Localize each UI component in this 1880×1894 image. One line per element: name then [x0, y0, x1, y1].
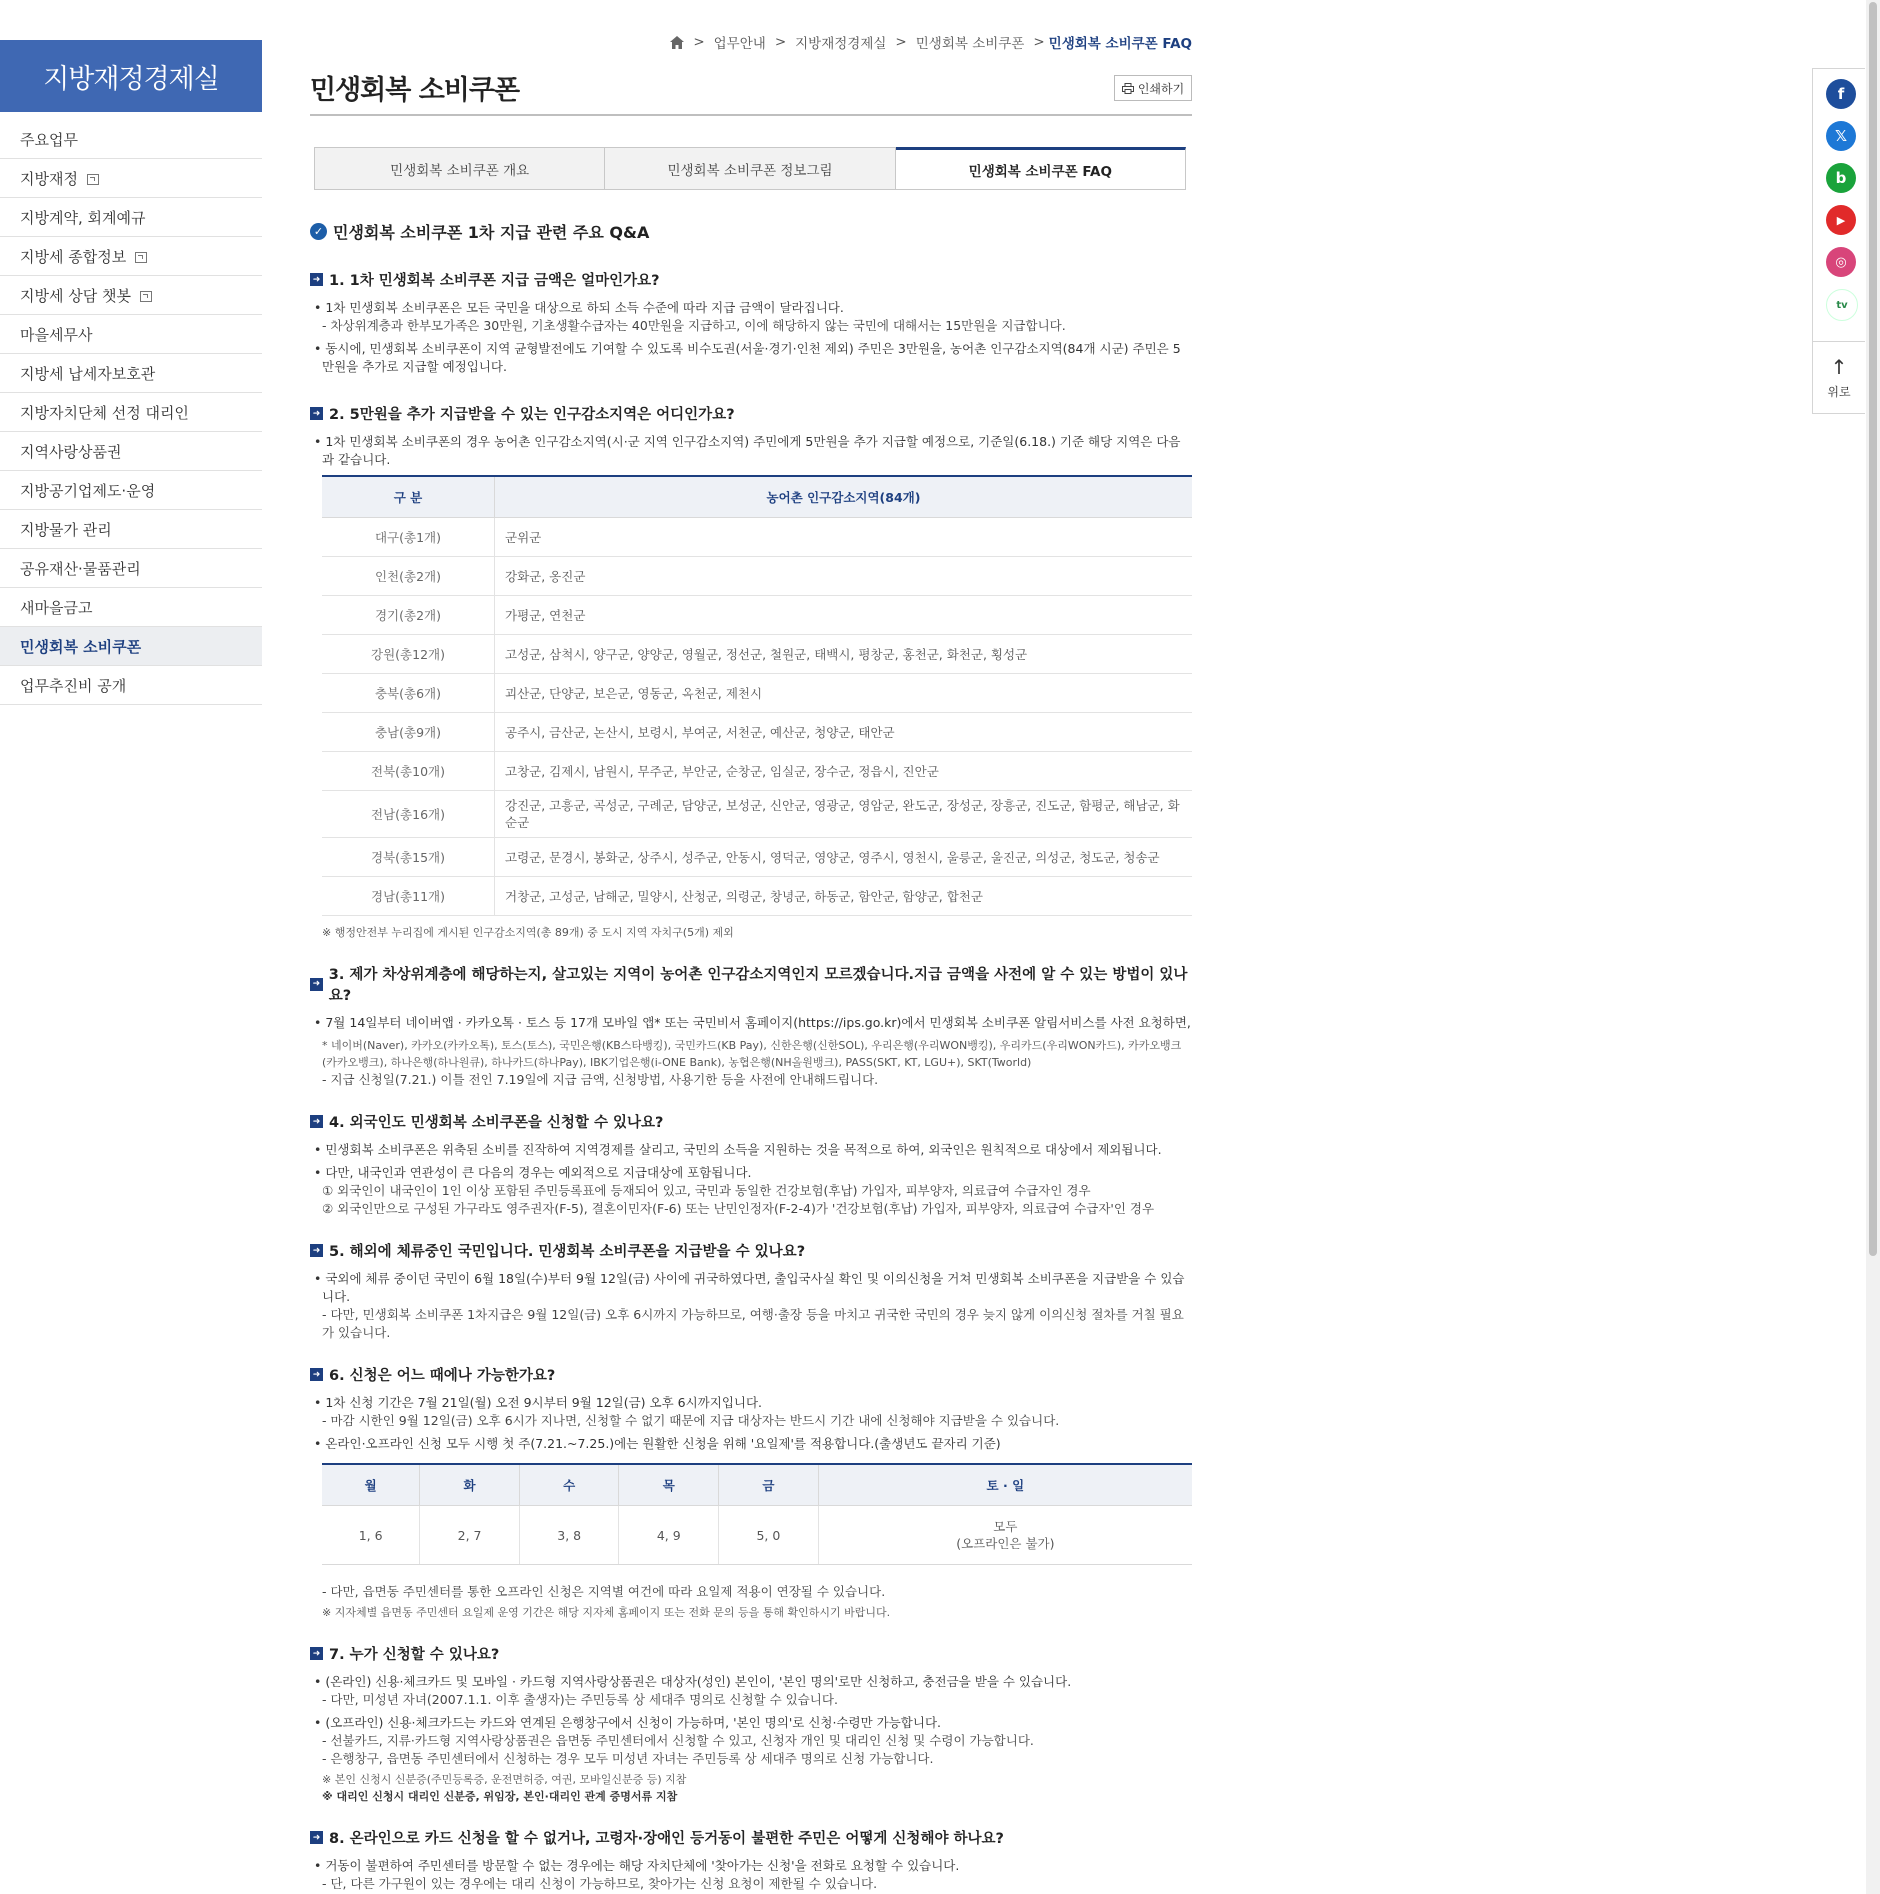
breadcrumb-separator: > — [1033, 34, 1045, 50]
answer-paragraph: • 1차 민생회복 소비쿠폰의 경우 농어촌 인구감소지역(시·군 지역 인구감소지역) 주민에게 5만원을 추가 지급할 예정으로, 기준일(6.18.) 기준 해당 지역은 다음과 같습니다. — [314, 434, 1181, 467]
arrow-box-icon: ➜ — [310, 1647, 323, 1660]
sidebar-item-label: 업무추진비 공개 — [20, 676, 127, 695]
arrow-box-icon: ➜ — [310, 978, 323, 991]
sidebar-item-label: 공유재산·물품관리 — [20, 559, 141, 578]
question-text: 7. 누가 신청할 수 있나요? — [329, 1647, 500, 1663]
sidebar-item-expenses[interactable] — [0, 666, 262, 705]
table-cell: 충북(총6개) — [322, 674, 495, 713]
section-title-text: 민생회복 소비쿠폰 1차 지급 관련 주요 Q&A — [333, 223, 650, 242]
answer-text: 동시에, 민생회복 소비쿠폰이 지역 균형발전에도 기여할 수 있도록 비수도권(서울·경기·인천 제외) 주민은 3만원을, 농어촌 인구감소지역(84개 시군) 주민은 5만원을 추가로 지급할 예정입니다. — [322, 341, 1181, 374]
spacer — [310, 1805, 1192, 1827]
new-window-icon — [87, 174, 99, 185]
table-row — [322, 635, 1192, 674]
answer-text: (오프라인) 신용·체크카드는 카드와 연계된 은행창구에서 신청이 가능하며, '본인 명의'로 신청·수령만 가능합니다. — [325, 1715, 941, 1730]
table-cell: 전북(총10개) — [322, 752, 495, 791]
sidebar-item-public-enterprise[interactable] — [0, 471, 262, 510]
table-cell: 공주시, 금산군, 논산시, 보령시, 부여군, 서천군, 예산군, 청양군, 태안군 — [495, 713, 1193, 752]
home-icon[interactable] — [670, 36, 684, 49]
breadcrumb-item[interactable]: 지방재정경제실 — [795, 36, 887, 52]
sidebar-item-tax-chatbot[interactable] — [0, 276, 262, 315]
answer-sub: - 은행창구, 읍면동 주민센터에서 신청하는 경우 모두 미성년 자녀는 주민등록 상 세대주 명의로 신청 가능합니다. — [322, 1751, 934, 1766]
answer-sub: - 지급 신청일(7.21.) 이틀 전인 7.19일에 지급 금액, 신청방법, 사용기한 등을 사전에 안내해드립니다. — [322, 1072, 879, 1087]
arrow-up-icon: ↑ — [1830, 354, 1848, 379]
answer-text: 국외에 체류 중이던 국민이 6월 18일(수)부터 9월 12일(금) 사이에 귀국하였다면, 출입국사실 확인 및 이의신청을 거쳐 민생회복 소비쿠폰을 지급받을 수 있습니다. — [322, 1271, 1185, 1304]
table-cell: 경기(총2개) — [322, 596, 495, 635]
answer-sub: - 마감 시한인 9월 12일(금) 오후 6시가 지나면, 신청할 수 없기 때문에 지급 대상자는 반드시 기간 내에 신청해야 지급받을 수 있습니다. — [322, 1413, 1060, 1428]
tab-infographic[interactable]: 민생회복 소비쿠폰 정보그림 — [605, 147, 895, 190]
question-text: 6. 신청은 어느 때에나 가능한가요? — [329, 1368, 556, 1384]
sidebar-item-label: 마을세무사 — [20, 325, 93, 344]
sidebar-item-village-tax[interactable] — [0, 315, 262, 354]
weekend-note: (오프라인은 불가) — [956, 1536, 1055, 1551]
sidebar-item-label: 지역사랑상품권 — [20, 442, 122, 461]
check-circle-icon: ✓ — [310, 223, 327, 240]
table-cell: 5, 0 — [719, 1506, 819, 1565]
answer-text: 거동이 불편하여 주민센터를 방문할 수 없는 경우에는 해당 자치단체에 '찾아가는 신청'을 전화로 요청할 수 있습니다. — [325, 1858, 960, 1873]
table-cell: 강진군, 고흥군, 곡성군, 구례군, 담양군, 보성군, 신안군, 영광군, 영암군, 완도군, 장성군, 장흥군, 진도군, 함평군, 해남군, 화순군 — [495, 791, 1193, 838]
sidebar-item-label: 지방물가 관리 — [20, 520, 112, 539]
table-row — [322, 877, 1192, 916]
sidebar — [0, 40, 262, 705]
answer-text: 민생회복 소비쿠폰은 위축된 소비를 진작하여 지역경제를 살리고, 국민의 소득을 지원하는 것을 목적으로 하여, 외국인은 원칙적으로 대상에서 제외됩니다. — [325, 1142, 1162, 1157]
answer-paragraph: • 민생회복 소비쿠폰은 위축된 소비를 진작하여 지역경제를 살리고, 국민의 소득을 지원하는 것을 목적으로 하여, 외국인은 원칙적으로 대상에서 제외됩니다. — [314, 1142, 1162, 1157]
section-title — [310, 220, 1192, 243]
share-rail — [1812, 68, 1865, 414]
table-cell: 거창군, 고성군, 남해군, 밀양시, 산청군, 의령군, 창녕군, 하동군, 함안군, 함양군, 합천군 — [495, 877, 1193, 916]
table-cell: 고창군, 김제시, 남원시, 무주군, 부안군, 순창군, 임실군, 장수군, 정읍시, 진안군 — [495, 752, 1193, 791]
printer-icon — [1122, 83, 1134, 94]
question-1 — [310, 269, 1192, 290]
arrow-box-icon: ➜ — [310, 1244, 323, 1257]
question-7 — [310, 1643, 1192, 1664]
weekday-table — [322, 1463, 1192, 1565]
sidebar-item-label: 지방공기업제도·운영 — [20, 481, 156, 500]
table-cell: 강원(총12개) — [322, 635, 495, 674]
table-cell: 전남(총16개) — [322, 791, 495, 838]
blog-icon[interactable]: b — [1826, 163, 1856, 193]
question-2 — [310, 403, 1192, 424]
sidebar-item-local-finance[interactable] — [0, 159, 262, 198]
spacer — [310, 941, 1192, 963]
question-text: 3. 제가 차상위계층에 해당하는지, 살고있는 지역이 농어촌 인구감소지역인지 모르겠습니다.지급 금액을 사전에 알 수 있는 방법이 있나요? — [328, 967, 1188, 1004]
tab-overview[interactable]: 민생회복 소비쿠폰 개요 — [314, 147, 605, 190]
question-text: 2. 5만원을 추가 지급받을 수 있는 인구감소지역은 어디인가요? — [329, 407, 735, 423]
answer-paragraph: • 동시에, 민생회복 소비쿠폰이 지역 균형발전에도 기여할 수 있도록 비수도권(서울·경기·인천 제외) 주민은 3만원을, 농어촌 인구감소지역(84개 시군) 주민은 5만원을 추가로 지급할 예정입니다. — [314, 341, 1181, 374]
answer-paragraph: • 1차 민생회복 소비쿠폰은 모든 국민을 대상으로 하되 소득 수준에 따라 지급 금액이 달라집니다. — [314, 300, 844, 315]
table-cell: 강화군, 옹진군 — [495, 557, 1193, 596]
youtube-icon[interactable]: ▶ — [1826, 205, 1856, 235]
new-window-icon — [140, 291, 152, 302]
answer-sub: ① 외국인이 내국인이 1인 이상 포함된 주민등록표에 등재되어 있고, 국민과 동일한 건강보험(후납) 가입자, 피부양자, 의료급여 수급자인 경우 — [322, 1183, 1091, 1198]
sidebar-title[interactable]: 지방재정경제실 — [0, 40, 262, 112]
table-row — [322, 838, 1192, 877]
sidebar-item-agent[interactable] — [0, 393, 262, 432]
answer-text: (온라인) 신용·체크카드 및 모바일 · 카드형 지역사랑상품권은 대상자(성인) 본인이, '본인 명의'로만 신청하고, 충전금을 받을 수 있습니다. — [325, 1674, 1072, 1689]
arrow-box-icon: ➜ — [310, 1831, 323, 1844]
question-6 — [310, 1364, 1192, 1385]
answer-footnote: ※ 대리인 신청시 대리인 신분증, 위임장, 본인·대리인 관계 증명서류 지참 — [322, 1790, 678, 1803]
arrow-box-icon: ➜ — [310, 1115, 323, 1128]
breadcrumb-separator: > — [895, 34, 907, 50]
sidebar-item-coupon[interactable] — [0, 627, 262, 666]
table-cell: 3, 8 — [519, 1506, 619, 1565]
table-row — [322, 674, 1192, 713]
question-text: 1. 1차 민생회복 소비쿠폰 지급 금액은 얼마인가요? — [329, 273, 660, 289]
answer-text: 다만, 내국인과 연관성이 큰 다음의 경우는 예외적으로 지급대상에 포함됩니다. — [325, 1165, 752, 1180]
answer-paragraph: • 온라인·오프라인 신청 모두 시행 첫 주(7.21.~7.25.)에는 원활한 신청을 위해 '요일제'를 적용합니다.(출생년도 끝자리 기준) — [314, 1436, 1001, 1451]
sidebar-item-label: 지방재정 — [20, 169, 78, 188]
arrow-box-icon: ➜ — [310, 1368, 323, 1381]
arrow-box-icon: ➜ — [310, 407, 323, 420]
table-row — [322, 557, 1192, 596]
answer-paragraph: • 1차 신청 기간은 7월 21일(월) 오전 9시부터 9월 12일(금) 오후 6시까지입니다. — [314, 1395, 763, 1410]
question-8 — [310, 1827, 1192, 1848]
sidebar-menu — [0, 120, 262, 705]
sidebar-item-label: 지방세 납세자보호관 — [20, 364, 156, 383]
table-cell: 대구(총1개) — [322, 518, 495, 557]
table-header: 화 — [420, 1464, 520, 1506]
question-3 — [310, 963, 1192, 1005]
page-title: 민생회복 소비쿠폰 — [310, 75, 520, 106]
answer-sub: - 다만, 읍면동 주민센터를 통한 오프라인 신청은 지역별 여건에 따라 요일제 적용이 연장될 수 있습니다. — [322, 1584, 886, 1599]
sidebar-item-label: 지방세 상담 챗봇 — [20, 286, 131, 305]
answer-footnote: ※ 지자체별 읍면동 주민센터 요일제 운영 기간은 해당 지자체 홈페이지 또는 전화 문의 등을 통해 확인하시기 바랍니다. — [322, 1606, 891, 1619]
title-divider — [310, 114, 1192, 116]
answer-text: 온라인·오프라인 신청 모두 시행 첫 주(7.21.~7.25.)에는 원활한 신청을 위해 '요일제'를 적용합니다.(출생년도 끝자리 기준) — [325, 1436, 1001, 1451]
spacer — [310, 1342, 1192, 1364]
answer-sub: - 차상위계층과 한부모가족은 30만원, 기초생활수급자는 40만원을 지급하고, 이에 해당하지 않는 국민에 대해서는 15만원을 지급합니다. — [322, 318, 1066, 333]
spacer — [310, 381, 1192, 403]
breadcrumb-item[interactable]: 업무안내 — [713, 36, 766, 52]
sidebar-item-price[interactable] — [0, 510, 262, 549]
question-text: 8. 온라인으로 카드 신청을 할 수 없거나, 고령자·장애인 등거동이 불편한 주민은 어떻게 신청해야 하나요? — [329, 1831, 1004, 1847]
table-row — [322, 713, 1192, 752]
tab-bar — [314, 147, 1186, 190]
sidebar-item-main-tasks[interactable] — [0, 120, 262, 159]
table-header: 월 — [322, 1464, 420, 1506]
question-text: 4. 외국인도 민생회복 소비쿠폰을 신청할 수 있나요? — [329, 1115, 664, 1131]
answer-footnote: * 네이버(Naver), 카카오(카카오톡), 토스(토스), 국민은행(KB스타뱅킹), 국민카드(KB Pay), 신한은행(신한SOL), 우리은행(우리WON뱅킹), 우리카드(우리WON카드), 카카오뱅크(카카오뱅크), 하나은행(하나원큐), 하나카드(하나Pay), IBK기업은행(i-ONE Bank), 농협은행(NH올원뱅크), PASS(SKT, KT, LGU+), SKT(Tworld) — [322, 1039, 1182, 1069]
question-text: 5. 해외에 체류중인 국민입니다. 민생회복 소비쿠폰을 지급받을 수 있나요? — [329, 1244, 806, 1260]
answer-sub: - 선불카드, 지류·카드형 지역사랑상품권은 읍면동 주민센터에서 신청할 수 있고, 신청자 개인 및 대리인 신청 및 수령이 가능합니다. — [322, 1733, 1034, 1748]
x-icon[interactable]: 𝕏 — [1826, 121, 1856, 151]
answer-paragraph: • 다만, 내국인과 연관성이 큰 다음의 경우는 예외적으로 지급대상에 포함됩니다. — [314, 1165, 752, 1180]
answer-paragraph: • (오프라인) 신용·체크카드는 카드와 연계된 은행창구에서 신청이 가능하며, '본인 명의'로 신청·수령만 가능합니다. — [314, 1715, 941, 1730]
sidebar-item-tax-info[interactable] — [0, 237, 262, 276]
page-scrollbar[interactable] — [1866, 0, 1880, 1894]
breadcrumb — [670, 32, 1192, 52]
table-cell: 경남(총11개) — [322, 877, 495, 916]
answer-sub: - 단, 다른 가구원이 있는 경우에는 대리 신청이 가능하므로, 찾아가는 신청 요청이 제한될 수 있습니다. — [322, 1876, 878, 1891]
question-5 — [310, 1240, 1192, 1261]
table-cell: 경북(총15개) — [322, 838, 495, 877]
sidebar-item-local-voucher[interactable] — [0, 432, 262, 471]
print-button[interactable] — [1114, 75, 1192, 101]
table-cell: 고성군, 삼척시, 양구군, 양양군, 영월군, 정선군, 철원군, 태백시, 평창군, 홍천군, 화천군, 횡성군 — [495, 635, 1193, 674]
table-header: 금 — [719, 1464, 819, 1506]
table-cell: 인천(총2개) — [322, 557, 495, 596]
breadcrumb-current[interactable]: 민생회복 소비쿠폰 FAQ — [1048, 36, 1192, 52]
table-row — [322, 752, 1192, 791]
scrollbar-thumb[interactable] — [1869, 2, 1877, 1256]
answer-footnote: ※ 본인 신청시 신분증(주민등록증, 운전면허증, 여권, 모바일신분증 등) 지참 — [322, 1773, 687, 1786]
table-row — [322, 518, 1192, 557]
facebook-icon[interactable]: f — [1826, 79, 1856, 109]
table-header: 목 — [619, 1464, 719, 1506]
table-row — [322, 791, 1192, 838]
breadcrumb-separator: > — [693, 34, 705, 50]
table-cell — [818, 1506, 1192, 1565]
table-row — [322, 596, 1192, 635]
table-header: 수 — [519, 1464, 619, 1506]
tab-faq[interactable]: 민생회복 소비쿠폰 FAQ — [896, 147, 1186, 190]
spacer — [310, 1621, 1192, 1643]
faq-content — [310, 220, 1192, 1893]
answer-text: 1차 신청 기간은 7월 21일(월) 오전 9시부터 9월 12일(금) 오후 6시까지입니다. — [325, 1395, 763, 1410]
answer-text: 7월 14일부터 네이버앱 · 카카오톡 · 토스 등 17개 모바일 앱* 또는 국민비서 홈페이지(https://ips.go.kr)에서 민생회복 소비쿠폰 알림서비스를 사전 요청하면, — [325, 1015, 1191, 1030]
answer-paragraph: • 7월 14일부터 네이버앱 · 카카오톡 · 토스 등 17개 모바일 앱* 또는 국민비서 홈페이지(https://ips.go.kr)에서 민생회복 소비쿠폰 알림서비스를 사전 요청하면, — [314, 1015, 1191, 1030]
spacer — [310, 1089, 1192, 1111]
table-cell: 괴산군, 단양군, 보은군, 영동군, 옥천군, 제천시 — [495, 674, 1193, 713]
sidebar-item-taxpayer-protection[interactable] — [0, 354, 262, 393]
table-cell: 1, 6 — [322, 1506, 420, 1565]
table-header: 토 · 일 — [818, 1464, 1192, 1506]
region-table — [322, 475, 1192, 916]
new-window-icon — [135, 252, 147, 263]
sidebar-item-saemaeul[interactable] — [0, 588, 262, 627]
answer-text: 1차 민생회복 소비쿠폰은 모든 국민을 대상으로 하되 소득 수준에 따라 지급 금액이 달라집니다. — [325, 300, 844, 315]
sidebar-item-label: 민생회복 소비쿠폰 — [20, 637, 142, 656]
table-cell: 2, 7 — [420, 1506, 520, 1565]
answer-paragraph: • 거동이 불편하여 주민센터를 방문할 수 없는 경우에는 해당 자치단체에 '찾아가는 신청'을 전화로 요청할 수 있습니다. — [314, 1858, 960, 1873]
tv-icon[interactable]: tv — [1826, 289, 1858, 321]
sidebar-item-contracts[interactable] — [0, 198, 262, 237]
breadcrumb-item[interactable]: 민생회복 소비쿠폰 — [915, 36, 1025, 52]
answer-sub: ② 외국인만으로 구성된 가구라도 영주권자(F-5), 결혼이민자(F-6) 또는 난민인정자(F-2-4)가 '건강보험(후납) 가입자, 피부양자, 의료급여 수급자'인 경우 — [322, 1201, 1155, 1216]
table-header: 농어촌 인구감소지역(84개) — [495, 476, 1193, 518]
answer-text: 1차 민생회복 소비쿠폰의 경우 농어촌 인구감소지역(시·군 지역 인구감소지역) 주민에게 5만원을 추가 지급할 예정으로, 기준일(6.18.) 기준 해당 지역은 다음과 같습니다. — [322, 434, 1181, 467]
sidebar-item-label: 지방세 종합정보 — [20, 247, 127, 266]
instagram-icon[interactable]: ◎ — [1826, 247, 1856, 277]
sidebar-item-label: 지방계약, 회계예규 — [20, 208, 146, 227]
answer-sub: - 다만, 미성년 자녀(2007.1.1. 이후 출생자)는 주민등록 상 세대주 명의로 신청할 수 있습니다. — [322, 1692, 838, 1707]
table-cell: 고령군, 문경시, 봉화군, 상주시, 성주군, 안동시, 영덕군, 영양군, 영주시, 영천시, 울릉군, 울진군, 의성군, 청도군, 청송군 — [495, 838, 1193, 877]
breadcrumb-separator: > — [774, 34, 787, 50]
question-4 — [310, 1111, 1192, 1132]
table-cell: 군위군 — [495, 518, 1193, 557]
scroll-top-label: 위로 — [1827, 384, 1851, 399]
scroll-top-button[interactable] — [1813, 341, 1865, 414]
arrow-box-icon: ➜ — [310, 273, 323, 286]
sidebar-item-label: 주요업무 — [20, 130, 78, 149]
sidebar-item-label: 지방자치단체 선정 대리인 — [20, 403, 189, 422]
table-cell: 4, 9 — [619, 1506, 719, 1565]
table-cell: 가평군, 연천군 — [495, 596, 1193, 635]
table-header: 구 분 — [322, 476, 495, 518]
table-row — [322, 1506, 1192, 1565]
answer-sub: - 다만, 민생회복 소비쿠폰 1차지급은 9월 12일(금) 오후 6시까지 가능하므로, 여행·출장 등을 마치고 귀국한 국민의 경우 늦지 않게 이의신청 절차를 거칠 필요가 있습니다. — [322, 1307, 1184, 1340]
table-cell: 충남(총9개) — [322, 713, 495, 752]
spacer — [310, 1218, 1192, 1240]
sidebar-item-property[interactable] — [0, 549, 262, 588]
table-note: ※ 행정안전부 누리집에 게시된 인구감소지역(총 89개) 중 도시 지역 자치구(5개) 제외 — [322, 926, 734, 939]
answer-paragraph: • (온라인) 신용·체크카드 및 모바일 · 카드형 지역사랑상품권은 대상자(성인) 본인이, '본인 명의'로만 신청하고, 충전금을 받을 수 있습니다. — [314, 1674, 1072, 1689]
sidebar-item-label: 새마을금고 — [20, 598, 93, 617]
answer-paragraph: • 국외에 체류 중이던 국민이 6월 18일(수)부터 9월 12일(금) 사이에 귀국하였다면, 출입국사실 확인 및 이의신청을 거쳐 민생회복 소비쿠폰을 지급받을 수 있습니다. — [314, 1271, 1185, 1304]
print-button-label: 인쇄하기 — [1137, 81, 1185, 96]
weekend-line: 모두 — [993, 1519, 1018, 1534]
